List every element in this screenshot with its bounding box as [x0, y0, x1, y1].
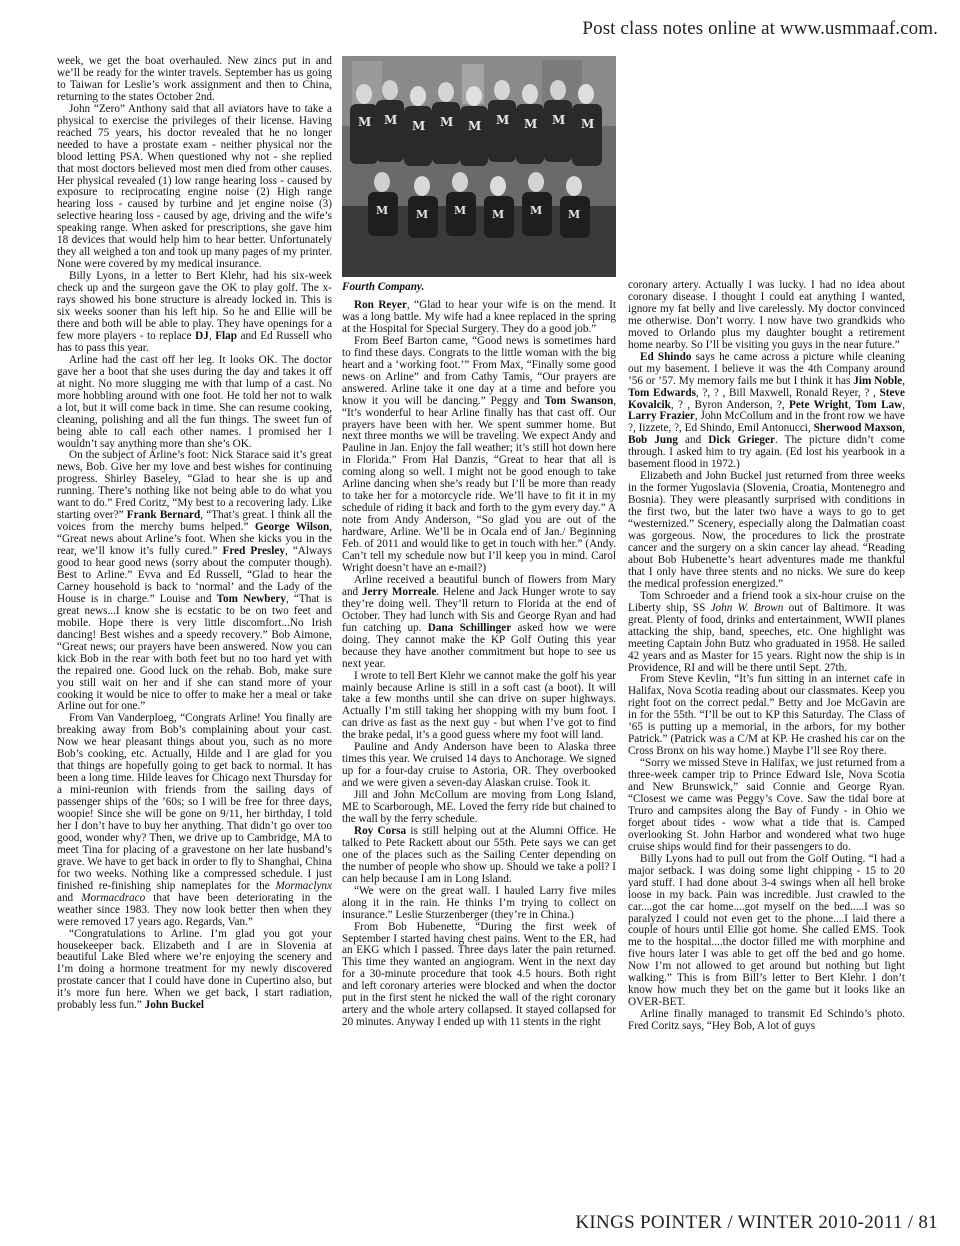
- paragraph: [342, 742, 616, 790]
- text-run: that have been deteriorating in the weather since 1983. They now look better then when they were removed 17 years ago. Regards, Van.”: [57, 891, 332, 928]
- paragraph: [57, 713, 332, 928]
- bold-name: Dana Schillinger: [427, 621, 512, 634]
- text-run: says he came across a picture while cleaning out my basement. I believe it was the 4th Company around ’56 or ’57. My memory fails me but I think it has: [628, 350, 905, 387]
- paragraph: [342, 790, 616, 826]
- text-run: , “That’s great. I think all the voices from the merchy bums helped.”: [57, 509, 332, 534]
- text-run: ,: [902, 374, 906, 387]
- text-run: Jill and John McCollum are moving from Long Island, ME to Scarborough, ME. Loved the ferry ride but chained to the wall by the ferry schedule.: [342, 789, 616, 825]
- text-run: Arline finally managed to transmit Ed Schindo’s photo. Fred Coritz says, “Hey Bob, A lot of guys: [628, 1008, 905, 1033]
- bold-name: John Buckel: [144, 999, 204, 1012]
- text-run: Billy Lyons, in a letter to Bert Klehr, had his six-week check up and the surgeon gave the OK to play golf. The x-rays showed his bone structure is already locked in. This is six weeks sooner than his left hip. So he and Ellie will be there and both will be able to play. They have openings for a few more players - to replace: [57, 270, 332, 342]
- italic-text: Mormaclynx: [275, 879, 332, 892]
- paragraph: [628, 280, 905, 352]
- text-run: Tom Schroeder and a friend took a six-hour cruise on the Liberty ship, SS: [628, 589, 905, 614]
- text-run: , “Glad to hear your wife is on the mend. It was a long battle. My wife had a knee replaced in the spring at the Hospital for Special Surgery. They do a good job.”: [342, 299, 617, 335]
- svg-text:M: M: [492, 208, 505, 221]
- text-run: asked how we were doing. They cannot make the KP Golf Outing this year because they have another commitment but hope to see us next year.: [342, 621, 616, 670]
- text-run: , “It’s wonderful to hear Arline finally has that cast off. Our prayers have been with her. We spent summer home. But next three months we will be traveling. We expect Andy and Pauline in Jan. Enjoy the fall weather; it’s still hot down here in Florida.” From Hal Danzis, “Great to hear that all is coming along so well. I might not be good enough to take Arline dancing when she’s ready but I’ll be more than ready to take her for a motorcycle ride. We’ll have to fit it in my schedule of riding it back and forth to the gym every day.” A note from Andy Anderson, “So glad you are out of the hardware, Arline. We’ll be in Ocala end of Jan./ Beginning Feb. of 2011 and would like to get in touch with her.” (Andy. Can’t tell my schedule now but I’ll keep you in mind. Carol Wright doesn’t have an e-mail?): [342, 394, 616, 574]
- fourth-company-photo: [342, 56, 616, 277]
- bold-name: Jim Noble: [853, 374, 903, 387]
- paragraph: [57, 450, 332, 713]
- text-run: From Van Vanderploeg, “Congrats Arline! You finally are breaking away from Bob’s complaining about your cast. Now we hear pleasant things about you, such as no more Bob’s cooking, etc. Actually, Hilde and I are glad for you that things are hopefully going to get back to normal. It has been a long time. Hilde leaves for Chicago next Thursday for a mini-reunion with friends from the sailing days of passenger ships of the ’60s; so I will be free for three days, woopie! Since she will be gone on 9/11, her birthday, I told her I don’t have to buy her anything. That didn’t go over too good, wonder why? Then, we drive up to Cambridge, MA to meet Tina for placing of a gravestone on her late husband’s grave. We have to get back in order to fly to Shanghai, China for two weeks. Nothing like a compressed schedule. I just finished re-finishing ship nameplates for the: [57, 712, 332, 892]
- paragraph: [57, 929, 332, 1013]
- bold-name: Jerry Morreale: [361, 585, 437, 598]
- paragraph: [342, 922, 616, 1030]
- svg-text:M: M: [376, 204, 389, 217]
- bold-name: Steve Kovalcik: [628, 386, 905, 411]
- bold-name: Ed Shindo: [640, 350, 692, 363]
- paragraph: [628, 471, 905, 591]
- paragraph: [628, 758, 905, 854]
- italic-text: Mormacdraco: [81, 891, 146, 904]
- text-run: Billy Lyons had to pull out from the Golf Outing. “I had a major setback. I was doing some light chipping - 15 to 20 yard stuff. I had done about 3-4 swings when all hell broke loose in my back. Pain was incredible. Just crawled to the car....got the car home....got myself on the bed.....I was so paralyzed I could not even get to the phone....I laid there a couple of hours until Ellie got home. She called EMS. Took me to the hospital....the doctor filled me with morphine and five hours later I was able to get off the bed and go home. Now I’m not allowed to get around but nothing but light walking.” This is from Bill’s letter to Bert Klehr. I don’t know how much they bet on the game but it looks like an OVER-BET.: [628, 852, 905, 1009]
- bold-name: Bob Jung: [628, 434, 678, 447]
- bold-name: Tom Swanson: [544, 394, 614, 407]
- bold-name: Tom Newbery: [216, 592, 286, 605]
- svg-text:M: M: [384, 113, 398, 127]
- text-run: coronary artery. Actually I was lucky. I had no idea about coronary disease. I thought I could eat anything I wanted, ignore my fat belly and live carelessly. My doctor convinced me otherwise. Don’t worry. I now have two grandkids who moved to Orlando plus my daughter bought a retirement home nearby. So I’ll be visiting you guys in the near future.”: [628, 279, 905, 351]
- text-run: On the subject of Arline’s foot: Nick Starace said it’s great news, Bob. Give her my love and best wishes for continuing progress. Shirley Baseley, “Glad to hear she is up and running. There’s nothing like not being able to do what you want to do.” Fred Coritz, “My best to a recovering lady. Like starting over?”: [57, 449, 332, 522]
- svg-text:M: M: [496, 113, 510, 127]
- text-run: “Congratulations to Arline. I’m glad you got your housekeeper back. Elizabeth and I are in Slovenia at beautiful Lake Bled where we’re enjoying the scenery and I’m doing a hormone treatment for my newly discovered prostate cancer that I could have done in Cupertino also, but it’s more fun here. When we get back, I start radiation, probably less fun.”: [57, 927, 332, 1012]
- svg-text:M: M: [440, 115, 454, 129]
- group-photo-illustration: [342, 56, 616, 277]
- text-run: I wrote to tell Bert Klehr we cannot make the golf his year mainly because Arline is still in a soft cast (a boot). It will take a few months until she can drive on super highways. Actually I’m still taking her shopping with my bum foot. I can drive as fast as the next guy - but when I’ve got to find the brake pedal, it’s a good guess where my foot will land.: [342, 669, 616, 742]
- text-run: , “That is great news...I know she is ecstatic to be on two feet and mobile. Hope there is very little discomfort...No Irish dancing! Best wishes and a speedy recovery.” Bob Aimone, “Great news; our prayers have been answered. Now you can kick Bob in the rear with both feet but no too hard yet with the repaired one. Good luck on the rehab. Bob, make sure you still wait on her and if she can stand more of your cooking it would be nice to offer to make her a meal or take Arline out for one.”: [57, 592, 333, 713]
- paragraph: [628, 1009, 905, 1033]
- paragraph: [342, 671, 616, 743]
- bold-name: DJ: [195, 329, 209, 342]
- text-run: ,: [848, 398, 856, 411]
- paragraph: [57, 56, 332, 104]
- svg-text:M: M: [468, 119, 482, 133]
- text-run: , “Always good to hear good news (sorry about the computer though). Best to Arline.” Evva and Ed Russell, “Glad to hear the Carney household is back to ‘normal’ and the Lady of the House is in charge.” Louise and: [57, 545, 332, 605]
- header-note: Post class notes online at www.usmmaaf.com.: [582, 18, 938, 39]
- svg-text:M: M: [552, 113, 566, 127]
- text-run: “Sorry we missed Steve in Halifax, we just returned from a three-week camper trip to Prince Edward Isle, Nova Scotia and New Brunswick,” said Connie and George Ryan. “Closest we came was Peggy’s Cove. Saw the tidal bore at Truro and campsites along the Bay of Fundy - in Ohio we forget about tides - wow what a tide that is. Camped overlooking St. John Harbor and wondered what two huge cruise ships would find for their passengers to do.: [628, 757, 906, 853]
- paragraph: [628, 854, 905, 1009]
- paragraph: [342, 300, 616, 336]
- text-run: John “Zero” Anthony said that all aviators have to take a physical to exercise the privileges of their license. Having reached 75 years, his doctor revealed that he no longer needed to have a prostate exam - neither physical nor the blood letting PSA. When questioned why not - she replied that most doctors believed most men died from other causes. Her physical revealed (1) low range hearing loss - caused by exposure to reciprocating engine noise (2) High range hearing loss - caused by turbine and jet engine noise (3) selective hearing loss - caused by age, driving and the wife’s speaking range. When asked for prescriptions, she gave him 18 devices that would help him to hear better. Unfortunately they all weighed a ton and took up many pages of my printer. None were covered by my medical insurance.: [57, 102, 332, 271]
- text-run: Arline had the cast off her leg. It looks OK. The doctor gave her a boot that she uses during the day and takes it off at night. No more slugging me with that lump of a cast. No more hobbling around with one foot. He told her not to walk a lot, but it will come back in time. She can resume cooking, cleaning, polishing and all the fun things. The sweet fun of being able to call each other names. I promised her I wouldn’t say anything more than she’s OK.: [57, 353, 332, 450]
- text-run: From Beef Barton came, “Good news is sometimes hard to find these days. Congrats to the little woman with the big heart and a ‘working foot.’” From Max, “Finally some good news on Arline” and from Cathy Tamis, “Our prayers are answered. Arline take it one day at a time and before you know it you will be dancing.” Peggy and: [342, 334, 616, 407]
- svg-text:M: M: [358, 115, 372, 129]
- svg-text:M: M: [581, 117, 595, 131]
- page-footer: KINGS POINTER / WINTER 2010-2011 / 81: [575, 1212, 938, 1233]
- svg-text:M: M: [454, 204, 467, 217]
- text-run: , ?, ? , Bill Maxwell, Ronald Reyer, ? ,: [695, 386, 880, 399]
- text-run: , John McCollum and in the front row we have ?, Iizzete, ?, Ed Shindo, Emil Antonucci,: [628, 410, 905, 435]
- svg-text:M: M: [530, 204, 543, 217]
- paragraph: [628, 674, 905, 758]
- paragraph: [57, 104, 332, 271]
- paragraph: [342, 886, 616, 922]
- text-run: , “Great news about Arline’s foot. When she kicks you in the rear, we’ll know it’s fully cured.”: [57, 521, 332, 558]
- text-run: From Bob Hubenette, “During the first week of September I started having chest pains. Went to the ER, had an EKG which I passed. Three days later the pain returned. This time they wanted an angiogram. Went in the next day for a 30-minute procedure that took 4.5 hours. Both right and left coronary arteries were blocked and when the doctor put in the first stent he nicked the wall of the right coronary artery and the whole artery collapsed. It stayed collapsed for 20 minutes. Anyway I ended up with 11 stents in the right: [342, 920, 616, 1029]
- svg-text:M: M: [524, 117, 538, 131]
- paragraph: [57, 355, 332, 451]
- text-run: From Steve Kevlin, “It’s fun sitting in an internet cafe in Halifax, Nova Scotia reading about our classmates. Keep you right foot on the correct pedal.” Betty and Joe McGavin are in for the 55th. “I’ll be out to KP this Saturday. The Class of ’65 is putting up a memorial, in the arbors, for my bother Patrick.” (Patrick was a C/M at KP. He crashed his car on the Cross Bronx on his way home.) Maybe I’ll see Roy there.: [628, 673, 905, 758]
- column-1: [57, 56, 332, 1194]
- bold-name: Frank Bernard: [126, 509, 201, 522]
- bold-name: Fred Presley: [222, 545, 285, 558]
- photo-caption: Fourth Company.: [342, 281, 425, 293]
- text-run: ,: [208, 329, 216, 342]
- svg-text:M: M: [416, 208, 429, 221]
- text-run: Arline received a beautiful bunch of flowers from Mary and: [342, 573, 616, 598]
- paragraph: [342, 575, 616, 671]
- bold-name: Ron Reyer: [354, 299, 407, 311]
- bold-name: Tom Edwards: [628, 386, 696, 399]
- text-run: . Helene and Jack Hunger wrote to say they’re doing well. They’ll return to Florida at the end of October. They had lunch with Sis and George Ryan and had fun catching up.: [342, 585, 616, 634]
- paragraph: [342, 336, 616, 575]
- bold-name: Flap: [215, 329, 237, 342]
- bold-name: Roy Corsa: [354, 824, 407, 837]
- text-run: and Ed Russell who has to pass this year.: [57, 329, 333, 354]
- text-run: is still helping out at the Alumni Office. He talked to Pete Rackett about our 55th. Pete says we can get one of the places such as the Sailing Center depending on the number of people who show up. Should we take a poll? I can help because I am in Long Island.: [342, 824, 616, 885]
- text-run: and: [677, 434, 709, 447]
- bold-name: Tom Law: [855, 398, 903, 411]
- text-run: . The picture didn’t come through. I asked him to try again. (Ed lost his yearbook in a basement flood in 1972.): [628, 434, 905, 471]
- bold-name: Larry Frazier: [628, 410, 695, 423]
- bold-name: Pete Wright: [788, 398, 849, 411]
- text-run: and: [57, 891, 82, 904]
- column-2: [342, 300, 616, 1194]
- bold-name: George Wilson: [254, 521, 330, 534]
- text-run: Elizabeth and John Buckel just returned from three weeks in the former Yugoslavia (Slovenia, Croatia, Montenegro and Bosnia). They were pleasantly surprised with conditions in the first two, but the later two have a ways to go to get “westernized.” Scenery, especially along the Dalmatian coast was gorgeous. Now, the procedures to lick the prostrate cancer and the surgery on a skin cancer lay ahead. “Reading about Bob Hubenette’s heart adventures made me thankful that I only have three stents and no nicks. We sure do keep the medical profession energized.”: [628, 470, 905, 590]
- bold-name: Dick Grieger: [708, 434, 775, 447]
- paragraph: [342, 826, 616, 886]
- text-run: Pauline and Andy Anderson have been to Alaska three times this year. We cruised 14 days to Anchorage. We signed up for a four-day cruise to Astoria, OR. They overbooked and we were given a seven-day Alaskan cruise. Took it.: [342, 741, 616, 790]
- text-run: out of Baltimore. It was great. Plenty of food, drinks and entertainment, WWII planes attacking the ship, band, speeches, etc. One highlight was meeting Captain John Butz who graduated in 1958. He sailed 42 years and as Master for 15 years. Right now the ship is in Providence, RI and will be there until Sept. 27th.: [628, 601, 905, 674]
- paragraph: [628, 591, 905, 675]
- column-3: [628, 280, 905, 1194]
- italic-text: John W. Brown: [710, 601, 784, 614]
- text-run: ,: [902, 398, 906, 411]
- svg-text:M: M: [412, 119, 426, 133]
- bold-name: Sherwood Maxson: [813, 422, 903, 435]
- paragraph: [628, 352, 905, 472]
- svg-text:M: M: [568, 208, 581, 221]
- text-run: week, we get the boat overhauled. New zincs put in and we’ll be ready for the winter travels. September has us going to Taiwan for Leslie’s work assignment and then to China, returning to the states October 2nd.: [57, 55, 332, 103]
- text-run: “We were on the great wall. I hauled Larry five miles along it in the rain. He thinks I’m trying to collect on insurance.” Leslie Sturzenberger (they’re in China.): [342, 884, 616, 921]
- text-run: , ? , Byron Anderson, ?,: [670, 398, 789, 411]
- paragraph: [57, 271, 332, 355]
- text-run: ,: [902, 422, 906, 435]
